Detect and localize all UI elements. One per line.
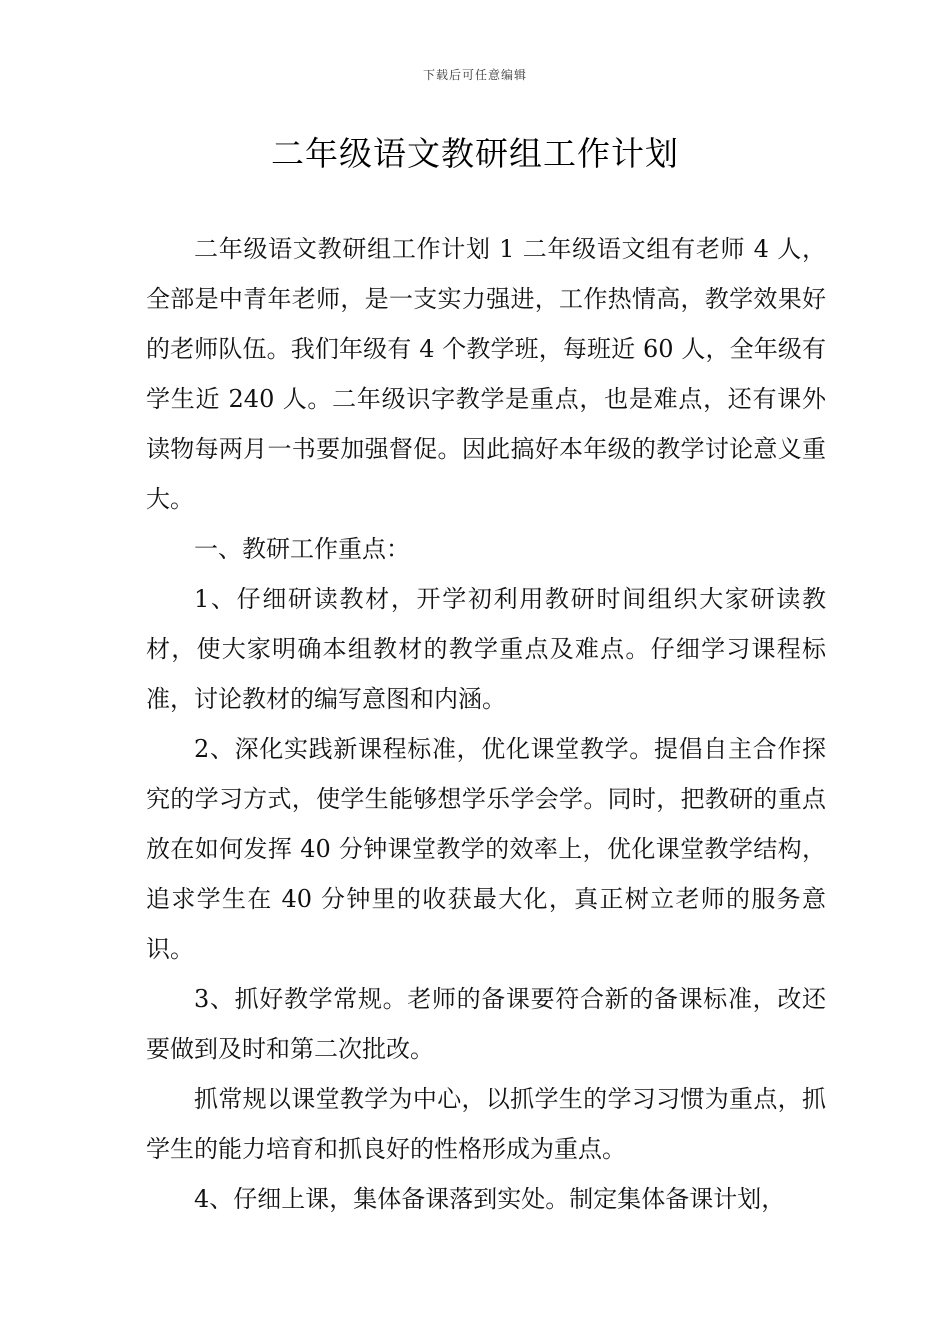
section-heading: 一、教研工作重点： <box>194 535 410 563</box>
paragraph-intro: 二年级语文教研组工作计划 1 二年级语文组有老师 4 人，全部是中青年老师，是一支实力强进，工作热情高，教学效果好的老师队伍。我们年级有 4 个教学班，每班近 60 人，全年级有学生近 240 人。二年级识字教学是重点，也是难点，还有课外读物每两月一书要加强督促。因此搞好本年级的教学讨论意义重大。 <box>146 235 826 513</box>
paragraph-item-3: 3、抓好教学常规。老师的备课要符合新的备课标准，改还要做到及时和第二次批改。 <box>146 985 826 1063</box>
paragraph-item-2: 2、深化实践新课程标准，优化课堂教学。提倡自主合作探究的学习方式，使学生能够想学乐学会学。同时，把教研的重点放在如何发挥 40 分钟课堂教学的效率上，优化课堂教学结构，追求学生在 40 分钟里的收获最大化，真正树立老师的服务意识。 <box>146 735 826 963</box>
paragraph-item-4: 4、仔细上课，集体备课落到实处。制定集体备课计划， <box>194 1185 786 1213</box>
document-body <box>146 224 826 1224</box>
paragraph-routine: 抓常规以课堂教学为中心，以抓学生的学习习惯为重点，抓学生的能力培育和抓良好的性格形成为重点。 <box>146 1085 826 1163</box>
header-note: 下载后可任意编辑 <box>422 68 527 82</box>
paragraph-item-1: 1、仔细研读教材，开学初利用教研时间组织大家研读教材，使大家明确本组教材的教学重点及难点。仔细学习课程标准，讨论教材的编写意图和内涵。 <box>146 585 826 713</box>
page-title: 二年级语文教研组工作计划 <box>271 134 679 173</box>
